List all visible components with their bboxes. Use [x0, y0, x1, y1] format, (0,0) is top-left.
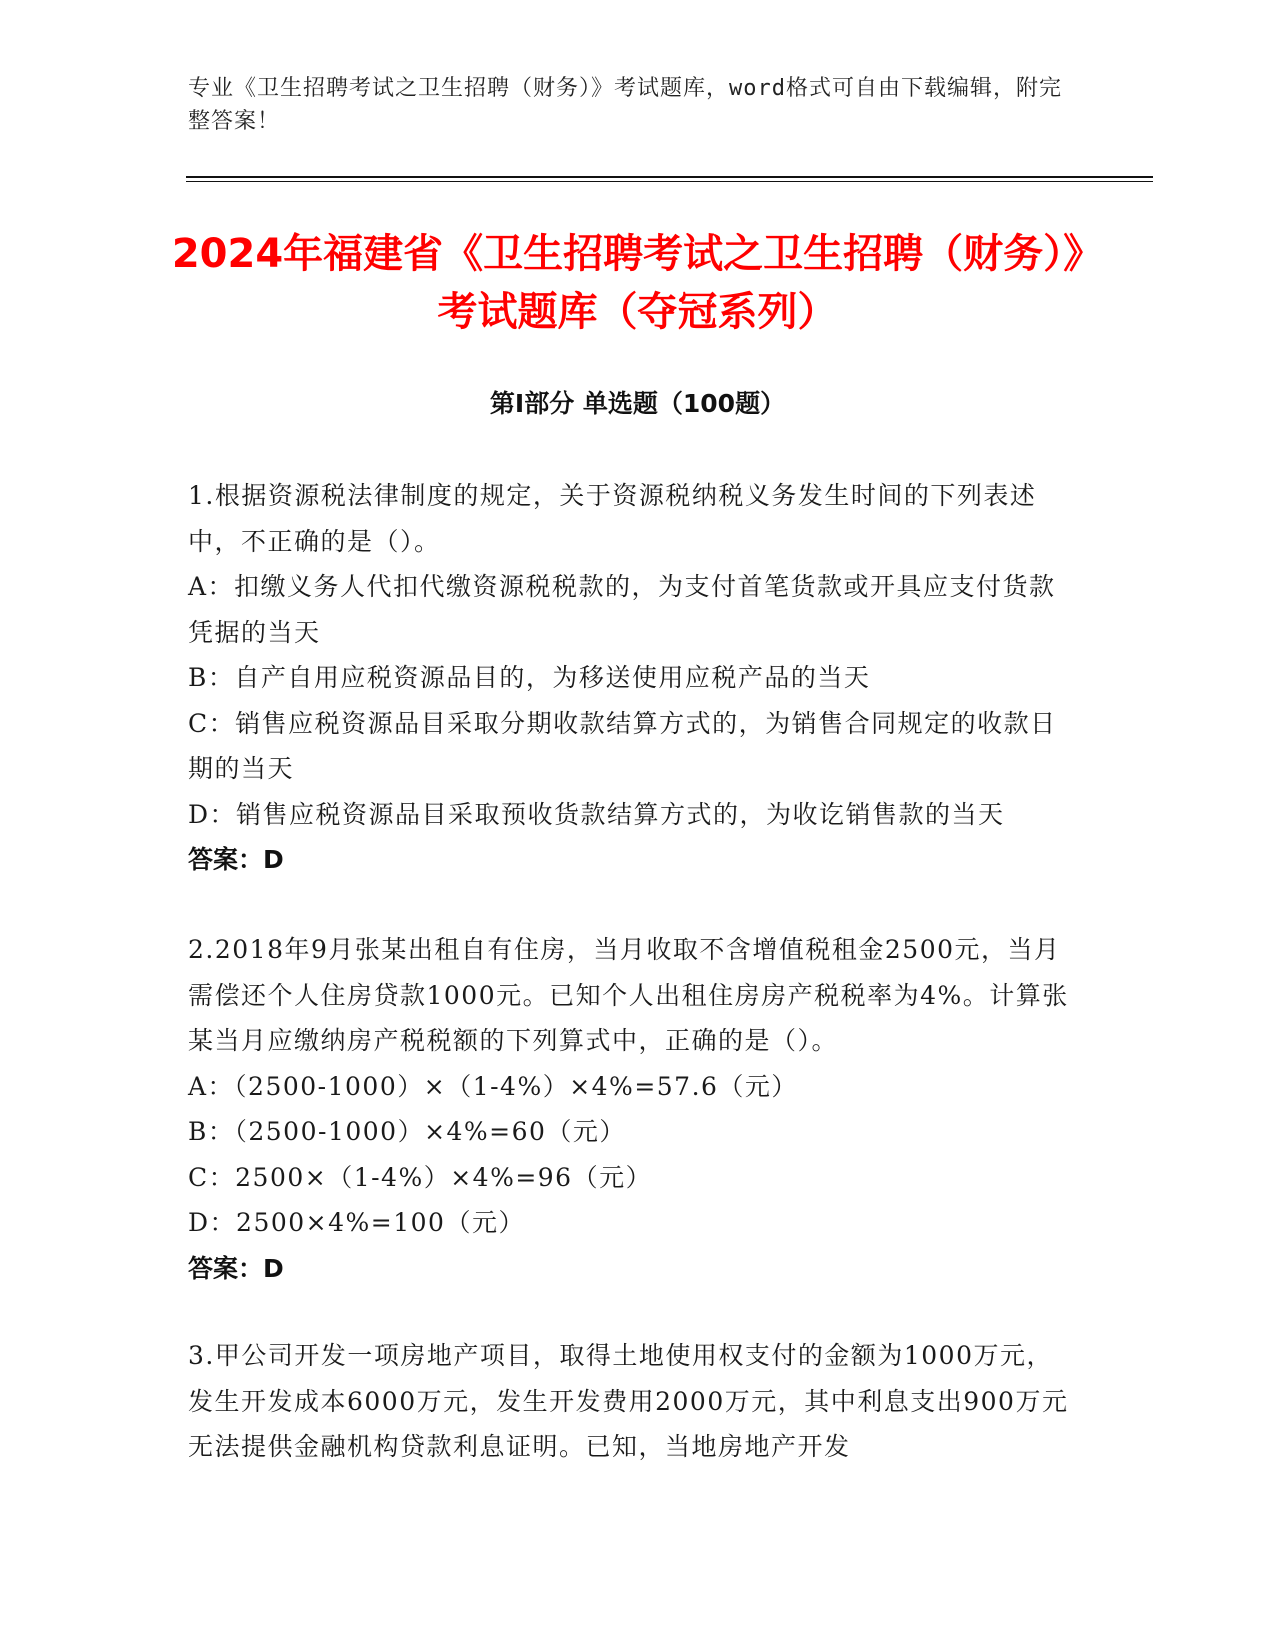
option-d: D：销售应税资源品目采取预收货款结算方式的，为收讫销售款的当天 [188, 799, 1005, 829]
question-1 [188, 473, 1078, 883]
section-title: 第Ⅰ部分 单选题（100题） [489, 389, 786, 418]
option-b: B：（2500-1000）×4%=60（元） [188, 1117, 626, 1146]
answer: 答案：D [188, 845, 284, 874]
answer: 答案：D [188, 1253, 284, 1283]
header-note: 专业《卫生招聘考试之卫生招聘（财务）》考试题库，word格式可自由下载编辑，附完整答案！ [188, 76, 1062, 134]
option-a: A：扣缴义务人代扣代缴资源税税款的，为支付首笔货款或开具应支付货款凭据的当天 [188, 572, 1056, 647]
document-title: 2024年福建省《卫生招聘考试之卫生招聘（财务）》考试题库（夺冠系列） [171, 231, 1104, 335]
question-3 [188, 1333, 1078, 1470]
option-b: B：自产自用应税资源品目的，为移送使用应税产品的当天 [188, 663, 871, 692]
header-divider-thick [186, 176, 1153, 178]
option-d: D：2500×4%=100（元） [188, 1208, 525, 1237]
question-2 [188, 927, 1078, 1291]
option-c: C：销售应税资源品目采取分期收款结算方式的，为销售合同规定的收款日期的当天 [188, 708, 1057, 783]
question-stem: 3.甲公司开发一项房地产项目，取得土地使用权支付的金额为1000万元，发生开发成本6000万元，发生开发费用2000万元，其中利息支出900万元无法提供金融机构贷款利息证明。已知，当地房地产开发 [188, 1341, 1069, 1461]
question-stem: 2.2018年9月张某出租自有住房，当月收取不含增值税租金2500元，当月需偿还个人住房贷款1000元。已知个人出租住房房产税税率为4%。计算张某当月应缴纳房产税税额的下列算式中，正确的是（）。 [188, 935, 1069, 1055]
option-a: A：（2500-1000）×（1-4%）×4%=57.6（元） [188, 1071, 798, 1101]
header-divider-thin [186, 181, 1153, 182]
question-stem: 1.根据资源税法律制度的规定，关于资源税纳税义务发生时间的下列表述中，不正确的是（）。 [188, 481, 1037, 556]
option-c: C：2500×（1-4%）×4%=96（元） [188, 1162, 653, 1192]
